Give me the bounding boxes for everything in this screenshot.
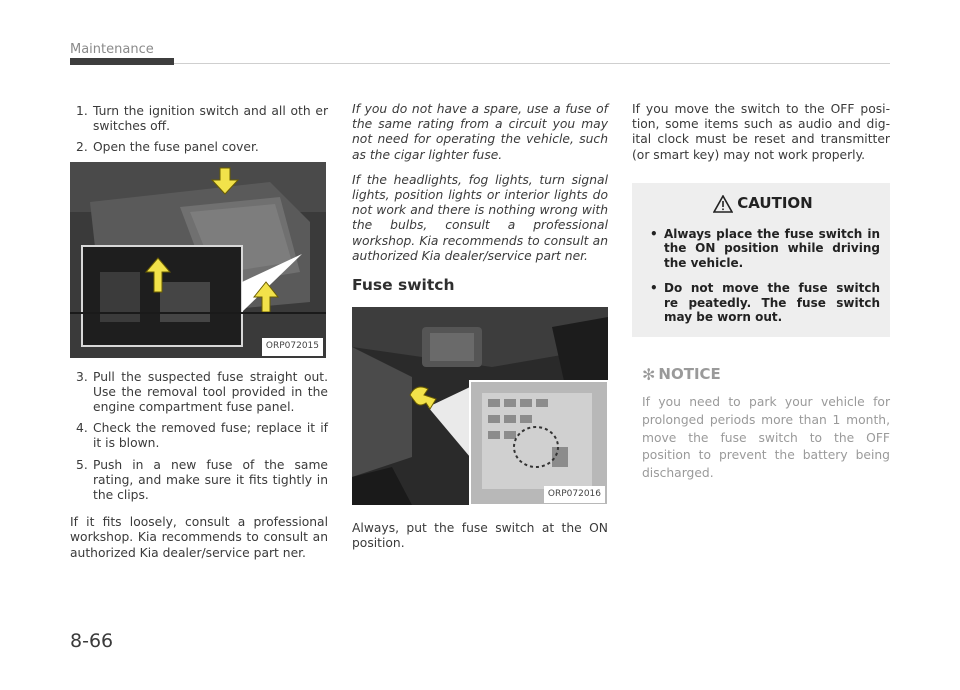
header-bar <box>70 58 174 65</box>
step-text: Pull the suspected fuse straight out. Use the removal tool provided in the engine compartment fuse panel. <box>93 369 328 415</box>
step-item <box>70 421 328 451</box>
step-number: 3. <box>76 369 88 384</box>
header-rule <box>174 63 890 64</box>
fuse-switch-photo <box>352 307 608 505</box>
step-item <box>70 370 328 416</box>
caution-item <box>646 227 880 271</box>
step-text: Open the fuse panel cover. <box>93 140 259 155</box>
caution-list <box>646 227 880 325</box>
bullet-icon: • <box>650 226 658 241</box>
photo-code: ORP072015 <box>262 338 323 355</box>
page-header <box>70 40 890 66</box>
caution-text: Always place the fuse switch in the ON position while driving the vehicle. <box>664 226 880 270</box>
notice-text: If you need to park your vehicle for prolonged periods more than 1 month, move the fuse switch to the OFF position to prevent the battery being discharged. <box>642 395 890 481</box>
column-3 <box>632 102 890 483</box>
notice-star-icon: ✻ <box>642 364 656 384</box>
step-number: 2. <box>76 140 88 155</box>
section-title: Maintenance <box>70 42 154 57</box>
fuse-panel-cover-photo <box>70 162 326 358</box>
off-position-paragraph: If you move the switch to the OFF posi tion, some items such as audio and dig ital clock must be reset and transmitter (or smart key) may not work properly. <box>632 102 890 162</box>
notice-title: NOTICE <box>658 364 721 383</box>
step-number: 5. <box>76 457 88 472</box>
fuse-panel-illustration <box>70 162 326 358</box>
steps-list-a <box>70 104 328 156</box>
fuse-switch-illustration <box>352 307 608 505</box>
step-item <box>70 140 328 155</box>
column-2 <box>352 102 608 552</box>
bullet-icon: • <box>650 281 658 296</box>
step-text: Turn the ignition switch and all oth er switches off. <box>93 104 328 134</box>
caution-box <box>632 183 890 337</box>
spare-fuse-note: If you do not have a spare, use a fuse of the same rating from a circuit you may not need for operating the vehicle, such as the cigar lighter fuse. <box>352 102 608 162</box>
caution-header <box>646 195 880 213</box>
caution-text: Do not move the fuse switch re peatedly. The fuse switch may be worn out. <box>664 281 880 325</box>
step-number: 4. <box>76 421 88 436</box>
loose-fuse-paragraph: If it fits loosely, consult a professional workshop. Kia recommends to consult an authorized Kia dealer/service part ner. <box>70 515 328 560</box>
notice-header <box>632 364 890 384</box>
caution-title: CAUTION <box>737 194 813 213</box>
step-text: Check the removed fuse; replace it if it is blown. <box>93 421 328 451</box>
fuse-switch-heading: Fuse switch <box>352 276 455 295</box>
fuse-switch-paragraph: Always, put the fuse switch at the ON position. <box>352 521 608 551</box>
steps-list-b <box>70 370 328 504</box>
page-number: 8-66 <box>70 630 114 652</box>
step-item <box>70 104 328 134</box>
step-text: Push in a new fuse of the same rating, and make sure it fits tightly in the clips. <box>93 457 328 503</box>
lights-note: If the headlights, fog lights, turn signal lights, position lights or interior lights do not work and there is nothing wrong with the bulbs, consult a professional workshop. Kia recommends to consult an authorized Kia dealer/service part ner. <box>352 172 608 263</box>
step-number: 1. <box>76 104 88 118</box>
caution-item <box>646 281 880 325</box>
warning-triangle-icon <box>713 195 733 213</box>
step-item <box>70 458 328 504</box>
photo-code: ORP072016 <box>544 486 605 503</box>
column-1 <box>70 104 328 561</box>
